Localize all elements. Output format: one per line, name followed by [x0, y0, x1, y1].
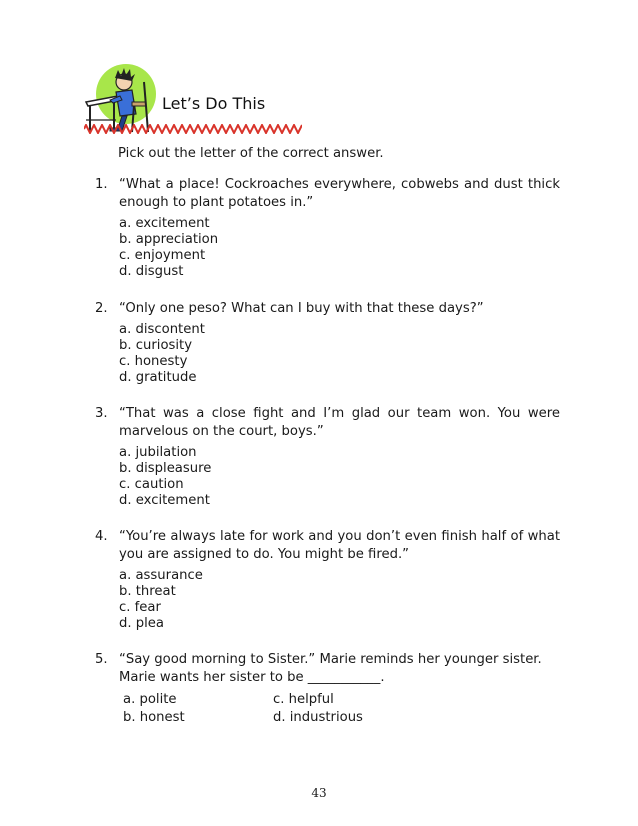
option-a: a. excitement: [119, 216, 210, 231]
answer-options: [123, 691, 560, 727]
stem-line-1: “Say good morning to Sister.” Marie reminds her younger sister.: [119, 652, 542, 667]
option-c: c. helpful: [273, 692, 334, 707]
option-c: c. enjoyment: [119, 248, 206, 263]
question-number: 5.: [95, 652, 108, 667]
question-number: 2.: [95, 301, 108, 316]
answer-options: [119, 216, 560, 280]
question-3: [95, 405, 560, 509]
option-a: a. discontent: [119, 322, 205, 337]
option-b: b. appreciation: [119, 232, 219, 247]
option-d: d. plea: [119, 616, 164, 631]
question-stem: “Only one peso? What can I buy with that these days?”: [119, 301, 484, 316]
question-stem: “What a place! Cockroaches everywhere, cobwebs and dust thick enough to plant potatoes in.”: [119, 177, 560, 210]
question-number: 3.: [95, 406, 108, 421]
option-a: a. polite: [123, 692, 177, 707]
option-a: a. jubilation: [119, 445, 197, 460]
question-number: 4.: [95, 529, 108, 544]
answer-options: [119, 322, 560, 386]
instruction-text: Pick out the letter of the correct answer.: [118, 146, 384, 161]
stem-line-2: Marie wants her sister to be ___________.: [119, 670, 385, 685]
option-b: b. honest: [123, 710, 185, 725]
page-number: 43: [311, 786, 327, 800]
option-a: a. assurance: [119, 568, 203, 583]
option-c: c. honesty: [119, 354, 188, 369]
option-b: b. threat: [119, 584, 176, 599]
option-d: d. industrious: [273, 710, 363, 725]
answer-options: [119, 568, 560, 632]
option-b: b. curiosity: [119, 338, 193, 353]
option-d: d. excitement: [119, 493, 210, 508]
question-number: 1.: [95, 177, 108, 192]
question-4: [95, 528, 560, 632]
question-stem: “You’re always late for work and you don’t even finish half of what you are assigned to do. You might be fired.”: [119, 529, 560, 562]
answer-options: [119, 445, 560, 509]
decorative-squiggle: [84, 124, 302, 134]
option-c: c. fear: [119, 600, 161, 615]
option-d: d. disgust: [119, 264, 184, 279]
question-stem: [119, 651, 560, 687]
question-2: [95, 300, 560, 386]
question-stem: “That was a close fight and I’m glad our team won. You were marvelous on the court, boys.”: [119, 406, 560, 439]
option-c: c. caution: [119, 477, 184, 492]
question-1: [95, 176, 560, 280]
section-title: Let’s Do This: [162, 94, 266, 113]
question-5: [95, 651, 560, 727]
option-d: d. gratitude: [119, 370, 197, 385]
option-b: b. displeasure: [119, 461, 212, 476]
